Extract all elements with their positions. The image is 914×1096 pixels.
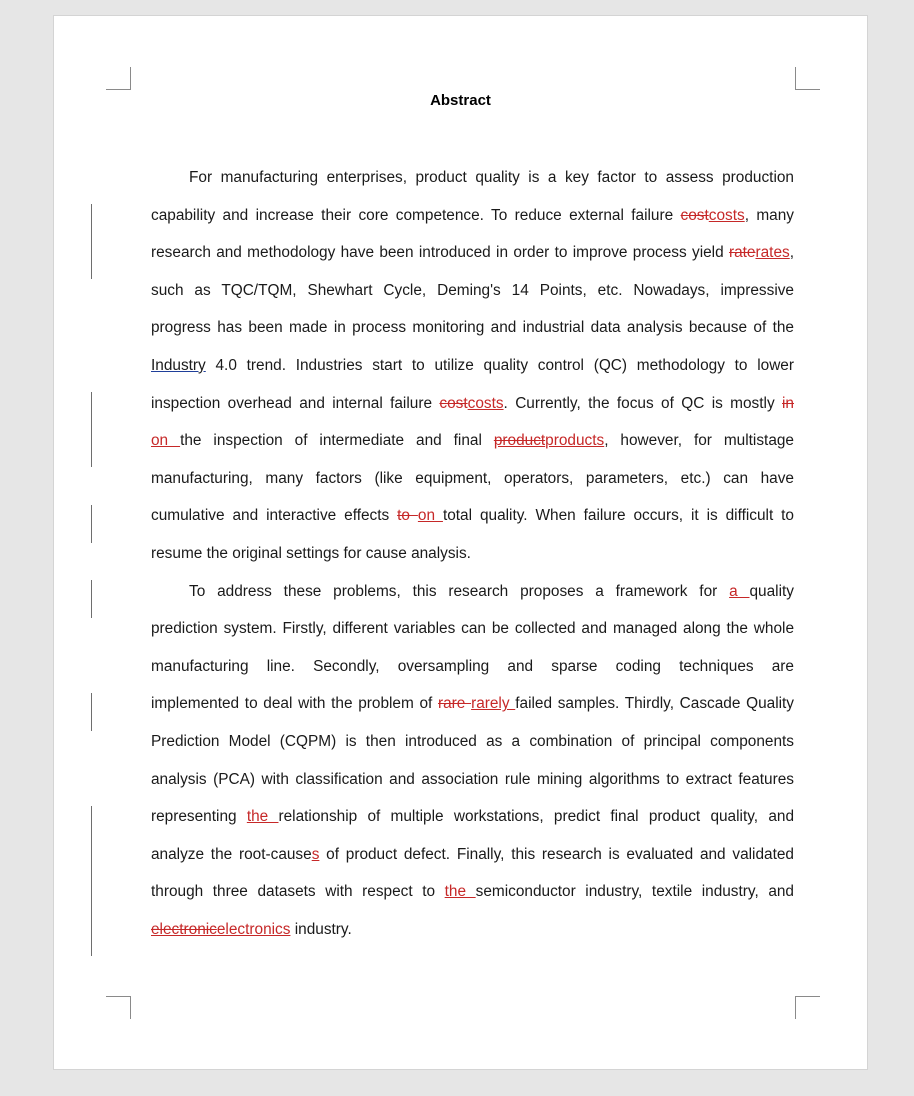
tracked-insertion[interactable]: the [246,808,279,826]
text-run: analysis (PCA) with classification and association rule mining algorithms to extract features [151,770,794,788]
crop-mark-top-right [795,67,820,90]
text-line [151,422,794,460]
tracked-insertion[interactable]: rarely [471,695,516,713]
text-line [151,309,794,347]
tracked-insertion[interactable]: s [311,845,320,863]
text-run: of product defect. Finally, this research is evaluated and validated [319,845,794,863]
text-run: through three datasets with respect to [151,883,445,901]
tracked-insertion[interactable]: the [444,883,476,901]
tracked-deletion[interactable]: product [493,432,546,450]
text-run: resume the original settings for cause analysis. [151,544,471,562]
text-line [151,385,794,423]
text-line [151,836,794,874]
text-run: , [789,244,794,262]
text-run: , many [744,206,794,224]
text-run: capability and increase their core competence. To reduce external failure [151,206,681,224]
document-page[interactable] [53,15,868,1070]
text-run: inspection overhead and internal failure [151,394,440,412]
text-line [151,573,794,611]
change-bar [91,392,92,467]
text-run: the inspection of intermediate and final [180,432,494,450]
text-line [151,648,794,686]
crop-mark-bottom-left [106,996,131,1019]
change-bar [91,806,92,956]
text-line [151,234,794,272]
text-run: Prediction Model (CQPM) is then introduced as a combination of principal components [151,732,794,750]
text-run: prediction system. Firstly, different variables can be collected and managed along the whole [151,620,794,638]
tracked-deletion[interactable]: electronic [151,920,217,938]
tracked-insertion[interactable]: a [729,582,750,600]
text-line [151,761,794,799]
text-run: . Currently, the focus of QC is mostly [503,394,783,412]
text-run: semiconductor industry, textile industry, and [475,883,794,901]
text-run: manufacturing, many factors (like equipment, operators, parameters, etc.) can have [151,469,794,487]
text-line [151,535,794,573]
change-bar [91,204,92,279]
text-line [151,347,794,385]
text-line [151,911,794,949]
tracked-insertion[interactable]: rates [755,244,790,262]
tracked-insertion[interactable]: costs [708,206,745,224]
text-line [151,159,794,197]
change-bar [91,505,92,543]
text-line [151,610,794,648]
text-run: progress has been made in process monitoring and industrial data analysis because of the [151,319,794,337]
text-line [151,723,794,761]
text-run: research and methodology have been introduced in order to improve process yield [151,244,729,262]
tracked-deletion[interactable]: in [782,394,794,412]
tracked-insertion[interactable]: products [545,432,605,450]
crop-mark-bottom-right [795,996,820,1019]
text-run: To address these problems, this research proposes a framework for [189,582,730,600]
text-line [151,272,794,310]
abstract-body[interactable] [151,159,794,948]
text-run: such as TQC/TQM, Shewhart Cycle, Deming's 14 Points, etc. Nowadays, impressive [151,281,794,299]
text-line [151,798,794,836]
tracked-deletion[interactable]: cost [680,206,709,224]
text-run: failed samples. Thirdly, Cascade Quality [515,695,795,713]
change-bar [91,693,92,731]
tracked-insertion[interactable]: costs [467,394,504,412]
spell-flag[interactable]: Industry [151,356,206,374]
text-line [151,497,794,535]
text-run: manufacturing line. Secondly, oversampling and sparse coding techniques are [151,657,794,675]
text-run: representing [151,808,247,826]
text-line [151,197,794,235]
text-line [151,873,794,911]
text-run: total quality. When failure occurs, it is difficult to [442,507,794,525]
text-run: cumulative and interactive effects [151,507,398,525]
text-run: relationship of multiple workstations, predict final product quality, and [278,808,794,826]
document-title: Abstract [430,92,491,109]
tracked-deletion[interactable]: cost [439,394,468,412]
text-run: implemented to deal with the problem of [151,695,438,713]
crop-mark-top-left [106,67,131,90]
tracked-deletion[interactable]: rate [728,244,756,262]
text-line [151,685,794,723]
text-run: quality [749,582,794,600]
text-run: industry. [290,920,352,938]
tracked-insertion[interactable]: on [151,432,181,450]
text-run: 4.0 trend. Industries start to utilize quality control (QC) methodology to lower [205,356,794,374]
text-line [151,460,794,498]
tracked-insertion[interactable]: on [417,507,443,525]
text-run: analyze the root-cause [151,845,312,863]
tracked-insertion[interactable]: electronics [216,920,291,938]
tracked-deletion[interactable]: rare [438,695,472,713]
text-run: For manufacturing enterprises, product quality is a key factor to assess production [189,169,794,186]
text-run: , however, for multistage [604,432,794,450]
change-bar [91,580,92,618]
tracked-deletion[interactable]: to [397,507,418,525]
